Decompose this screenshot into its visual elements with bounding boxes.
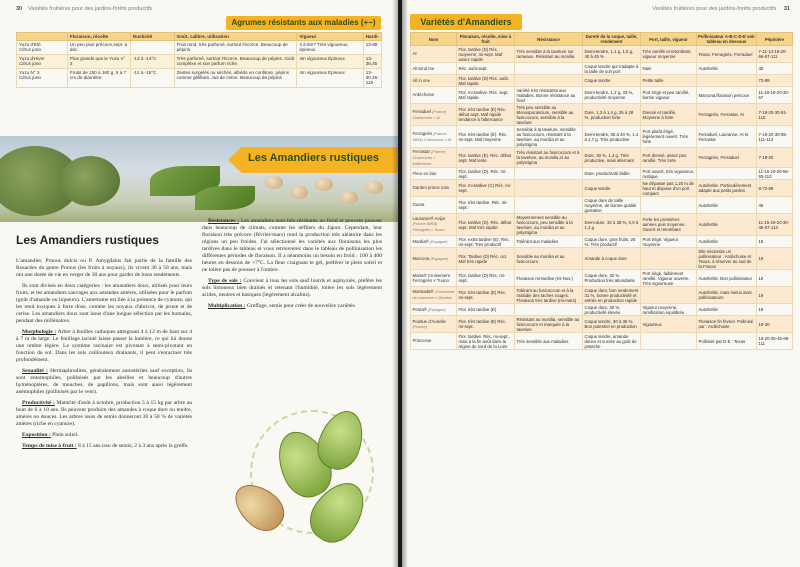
variety-row: Ferragnès (France-INRA) Cristomorto × Aï Flor. très tardive (E). Réc. mi-sept. Maf moyenne Sensible à la tavelure, sensible au fusicoccum, résistant à la tavelure, au monilia et au polystigma Demi-tendre, 35 à 40 %, 1,4 à 1,7 g. Très productive Port plutôt érigé, légèrement ouvert. Très forte Ferraduel, Lauranne, Aï et Ferrastar 7-19-20-30-95-111-113 — [411, 126, 793, 148]
citrus-row: Yuzu d'Hiver Citrus juno Plus grands que le Yuzu n° 3 -13 à -14°C Très parfumé, surtout l'écorce. Beaucoup de pépins. Goût complexe et son parfum riche. 4m vigoureux Épineux 13-38,45 — [17, 54, 382, 68]
variety-row: Marta® Croisement Ferragnès × Tuono Flor. tardive (D) Réc. mi-sept. Floraison mi-tardive (mi-Nov.) Coque dure, 32 %. Production très abondante Port érigé, faiblement ramifié. Vigueur ouverte. Très vigoureuse Autofertile. Bon pollinisateur 19 — [411, 270, 793, 287]
almond-varieties-table: Nom Floraison, récolte, mise à fruit Résistance Dureté de la coque, taille, rendement Port, taille, vigueur Pollinisateur A-B-C-D-E voir tableau en dessous Pépinière Aï Flor. tardive (D) Réc. moyenne, mi-sept. Maf assez rapide Très sensible à la tavelure sur rameaux. Résistant au monilia Demi-tendre, 1,1 g, 1,5 g, 40 à 45 % Très ramifié et retombant, vigueur moyenne Texas, Ferragnès, Ferraduel 7-11-14-19-20-66-67-111 Almond me Réc. août-sept. Coque tendre qui s'adapte à la taille de son port Nain Autofertile 45 All in one Flor. tardive (D) Réc. août. Maf rapide Coque tendre Petite taille 72-89 Ardéchoise Flor. mi-tardive. Réc. sept. Maf rapide Variété très résistante aux maladies. Bonne résistance au froid Demi-tendre, 1,2 g, 33 %, productivité moyenne Port érigé et peu ramifié, bonne vigueur Marcona,floraison précoce 11-18-19-20-30-67 Ferraduel (France) Cristomorto × Aï Flor. très tardive (E) Réc. début sept. Maf rapide tendance à l'alternance Très peu sensible au Monosporascium, sensible au fusicoccum, sensible à la tavelure Dure, 1,3 à 1,4 g, 25 à 28 %, production forte Dressé et ramifié. Moyenne à forte Ferragnès, Ferrastar, Aï 7-19-20-30-91-115 Ferragnès (France-INRA) Cristomorto × Aï Flor. très tardive (E). Réc. mi-sept. Maf moyenne Sensible à la tavelure, sensible au fusicoccum, résistant à la tavelure, au monilia et au polystigma Demi-tendre, 35 à 40 %, 1,4 à 1,7 g. Très productive Port plutôt érigé, légèrement ouvert. Très forte Ferraduel, Lauranne, Aï et Ferrastar 7-19-20-30-95-111-113 Ferrastar (France) Cristomorto × Ardéchoise Flor. tardive (E). Réc. début sept. Maf lente Très résistant au fusicoccum et à la tavelure, au monilia et au polystigma Dure, 30 %, 1,4 g. Très productive, mais alternant Port dressé, assez peu ramifié. Très forte Ferragnès, Ferraduel 7-19-20 Fleur en bas Flor. tardive (D). Réc. mi-sept. Dure, productivité faible Port ouvert, très vigoureux, rustique 11-16-19-20-66-93-113 Garden prince nain Flor. mi-tardive (C) Réc. mi-sept. Coque tendre Ne dépasse pas 1,20 m de haut et dispose d'un port compact Autofertile. Particulièrement adapté aux petits jardins 8-72-89 Guara Flor. très tardive. Réc. mi-sept. Coque dure de taille moyenne, de bonne qualité gustative Autofertile 45 Lauranne® Avijor (France-INRA) Ferragnès × Tuono Flor. tardive (D). Réc. début sept. Maf très rapide Moyennement sensible au fusicoccum, peu sensible à la tavelure, au monilia et au polystigma Demi-dure, 32 à 38 %, 0,9 à 1,2 g Forte les premières années puis moyenne. Ouvert et retombant Autofertile 11-15-19-20-30-45-67-113 Mardia® (Espagne) Flor. extra tardive (E). Réc. mi-sept. Très productif Tolérant aux maladies Coque dure, gros fruits, 25 %. Très productif Port érigé. Vigueur moyenne Autofertile 19 Marcona (Espagne) Flor. Tardive (D) Réc. oct. Maf très rapide Sensible au monilia et au fusicoccum Amande à coque dure Elle nécessite un pollinisateur : Ardéchoise et Texas, à réserver au sud de la France 19 Marta® Croisement Ferragnès × Tuono Flor. tardive (D) Réc. mi-sept. Floraison mi-tardive (mi-Nov.) Coque dure, 32 %. Production très abondante Port érigé, faiblement ramifié. Vigueur ouverte. Très vigoureuse Autofertile. Bon pollinisateur 19 Marinada® Croisement de Lauranne × Glorieta Flor. très tardive (E) Réc. mi-sept. Tolérant au fusicoccum et à la maladie des taches rouges. Floraison très tardive (mi-mars) Coque dure, bon rendement 31 %, bonne productivité et entrée en production rapide Autofertile, mais mieux avec pollinisateurs 19 Penta® (Espagne) Flor. très tardive (E) Coque dure, 30 %, productivité élevée Vigueur moyenne, ramification équilibrée Autofertile 19 Pointue d'Aurielle (France) Flor. très tardive (E) Réc. mi-sept. Résistant au monilia, sensible au fusicoccum et marquée à la tavelure Coque tendre, 30 à 35 %. Bon potentiel en production Vigoureux Floraison fin février. Pollinisé par : Ardéchoise 19-30 Princesse Flor. tardive. Réc. mi-sept., mais à la fin août dans la région du nord de la Loire Très sensible aux maladies Coque tendre, amande douce et sucrée au goût de pistache Pollinisé par D-E : Texas 19-20-35-45-88-111 — [410, 32, 793, 350]
sexuality-paragraph: Sexualité : Hermaphrodites, généralement autostériles sauf exception, ils sont entomophiles, pollinisés par les abeilles et beaucoup d'autres hyménoptères, de mouches, de papillons, mais sont aussi légèrement anémophiles (pollinisés par le vent). — [16, 368, 192, 395]
variety-row: Marinada® Croisement de Lauranne × Glorieta Flor. très tardive (E) Réc. mi-sept. Tolérant au fusicoccum et à la maladie des taches rouges. Floraison très tardive (mi-mars) Coque dure, bon rendement 31 %, bonne productivité et entrée en production rapide Autofertile, mais mieux avec pollinisateurs 19 — [411, 287, 793, 304]
citrus-title: Agrumes résistants aux maladies (+−) — [226, 16, 381, 30]
variety-row: Marcona (Espagne) Flor. Tardive (D) Réc. oct. Maf très rapide Sensible au monilia et au fusicoccum Amande à coque dure Elle nécessite un pollinisateur : Ardéchoise et Texas, à réserver au sud de la France 19 — [411, 248, 793, 270]
variety-row: Guara Flor. très tardive. Réc. mi-sept. Coque dure de taille moyenne, de bonne qualité gustative Autofertile 45 — [411, 197, 793, 214]
banner-title: Les Amandiers rustiques — [248, 152, 380, 164]
variety-row: Almond me Réc. août-sept. Coque tendre qui s'adapte à la taille de son port Nain Autofertile 45 — [411, 63, 793, 75]
variety-row: Lauranne® Avijor (France-INRA) Ferragnès × Tuono Flor. tardive (D). Réc. début sept. Maf très rapide Moyennement sensible au fusicoccum, peu sensible à la tavelure, au monilia et au polystigma Demi-dure, 32 à 38 %, 0,9 à 1,2 g Forte les premières années puis moyenne. Ouvert et retombant Autofertile 11-15-19-20-30-45-67-113 — [411, 214, 793, 236]
exposure-paragraph: Exposition : Plein soleil. — [22, 432, 79, 438]
categories-paragraph: Ils sont divisés en deux catégories : les amandiers doux, utilisés pour leurs fruits, et les amandiers sauvages aux amandes amères, utilisées pour le parfum (goût d'amande ou liqueurs). L'amertume est liée à la présence de cyanure, qui les rend toxiques à forte dose, comme les noyaux d'abricot, de prune et de cerise. Les amandiers doux sont issus d'une longue sélection par les humains, pendant des millénaires. — [16, 283, 192, 324]
variety-name: Aï — [411, 46, 457, 63]
left-page — [0, 0, 398, 567]
variety-row: Penta® (Espagne) Flor. très tardive (E) Coque dure, 30 %, productivité élevée Vigueur moyenne, ramification équilibrée Autofertile 19 — [411, 304, 793, 316]
variety-name: Marinada® Croisement de Lauranne × Glorieta — [411, 287, 457, 304]
variety-name: Ferrastar (France) Cristomorto × Ardéchoise — [411, 148, 457, 168]
variety-row: All in one Flor. tardive (D) Réc. août. Maf rapide Coque tendre Petite taille 72-89 — [411, 75, 793, 87]
variety-row: Ferrastar (France) Cristomorto × Ardéchoise Flor. tardive (E). Réc. début sept. Maf lente Très résistant au fusicoccum et à la tavelure, au monilia et au polystigma Dure, 30 %, 1,4 g. Très productive, mais alternant Port dressé, assez peu ramifié. Très forte Ferragnès, Ferraduel 7-19-20 — [411, 148, 793, 168]
almond-nut — [340, 191, 358, 204]
variety-name: Fleur en bas — [411, 168, 457, 180]
variety-row: Ferraduel (France) Cristomorto × Aï Flor. très tardive (E) Réc. début sept. Maf rapide tendance à l'alternance Très peu sensible au Monosporascium, sensible au fusicoccum, sensible à la tavelure Dure, 1,3 à 1,4 g, 25 à 28 %, production forte Dressé et ramifié. Moyenne à forte Ferragnès, Ferrastar, Aï 7-19-20-30-91-115 — [411, 104, 793, 126]
productivity-paragraph: Productivité : Maturité d'août à octobre, production 5 à 15 kg par arbre au bout de 6 à 10 ans. Ils peuvent produire des amandes à coque dure ou tendre, amères ou douces. Les arbres issus de semis donneront 30 à 50 % de variétés amères (riche en cyanure). — [16, 400, 192, 427]
multiplication-paragraph: Multiplication : Greffage, semis pour créer de nouvelles variétés. — [208, 303, 357, 309]
variety-row: Aï Flor. tardive (D) Réc. moyenne, mi-sept. Maf assez rapide Très sensible à la tavelure sur rameaux. Résistant au monilia Demi-tendre, 1,1 g, 1,5 g, 40 à 45 % Très ramifié et retombant, vigueur moyenne Texas, Ferragnès, Ferraduel 7-11-14-19-20-66-67-111 — [411, 46, 793, 63]
section-title: Les Amandiers rustiques — [16, 233, 159, 247]
variety-name: Ardéchoise — [411, 87, 457, 104]
variety-name: Marta® Croisement Ferragnès × Tuono — [411, 270, 457, 287]
variety-row: Princesse Flor. tardive. Réc. mi-sept., mais à la fin août dans la région du nord de la Loire Très sensible aux maladies Coque tendre, amande douce et sucrée au goût de pistache Pollinisé par D-E : Texas 19-20-35-45-88-111 — [411, 333, 793, 350]
variety-name: All in one — [411, 75, 457, 87]
variety-row: Garden prince nain Flor. mi-tardive (C) Réc. mi-sept. Coque tendre Ne dépasse pas 1,20 m de haut et dispose d'un port compact Autofertile. Particulièrement adapté aux petits jardins 8-72-89 — [411, 180, 793, 197]
almond-nut — [265, 176, 283, 189]
left-running-head: 30 Variétés fruitières pour des jardins-forêts productifs — [16, 6, 153, 12]
variety-name: Mardia® (Espagne) — [411, 236, 457, 248]
right-running-head: Variétés fruitières pour des jardins-forêts productifs 31 — [652, 6, 790, 12]
citrus-row: Yuzu d'Été Citrus juno Un peu plus précoce,sept. à déc. Fruit rond, très parfumé, surtout l'écorce. Beaucoup de pépins 4 à 5m? Très vigoureux, épineux 13-88 — [17, 41, 382, 55]
variety-name: Almond me — [411, 63, 457, 75]
variety-row: Mardia® (Espagne) Flor. extra tardive (E). Réc. mi-sept. Très productif Tolérant aux maladies Coque dure, gros fruits, 25 %. Très productif Port érigé. Vigueur moyenne Autofertile 19 — [411, 236, 793, 248]
text-column-1 — [16, 258, 192, 454]
almond-table-title: Variétés d'Amandiers — [410, 14, 522, 30]
fruiting-time-paragraph: Temps de mise à fruit : 8 à 15 ans issu de semis, 2 à 3 ans après la greffe. — [22, 443, 189, 449]
almond-nut — [315, 178, 333, 191]
variety-name: Ferraduel (France) Cristomorto × Aï — [411, 104, 457, 126]
book-gutter — [392, 0, 408, 567]
almond-nut — [365, 181, 383, 194]
almond-nut — [290, 186, 308, 199]
intro-paragraph: L'amandier, Prunus dulcis ou P. Amygdalus fait partie de la famille des Rosacées du genre Prunus (les fruits à noyaux), ils vivent 30 à 50 ans, mais ont une durée de vie en verger de 30 ans pour garder de bons rendements. — [16, 258, 192, 278]
variety-name: Ferragnès (France-INRA) Cristomorto × Aï — [411, 126, 457, 148]
variety-name: Garden prince nain — [411, 180, 457, 197]
almond-illustration — [210, 370, 390, 560]
text-column-2 — [202, 218, 382, 314]
tree-canopy — [60, 156, 120, 206]
citrus-row: Yuzu N° 3 Citrus juno Fruits de 150 à 160 g, 5 à 7 cm de diamètre -12 à -15°C Zestes surgelés ou séchés, albédo en confiture, pépins comme gélifiant. Jus de citron. Beaucoup de pépins 4m vigoureux Épineux 13-30,45-115 — [17, 68, 382, 87]
variety-row: Ardéchoise Flor. mi-tardive. Réc. sept. Maf rapide Variété très résistante aux maladies. Bonne résistance au froid Demi-tendre, 1,2 g, 33 %, productivité moyenne Port érigé et peu ramifié, bonne vigueur Marcona,floraison précoce 11-18-19-20-30-67 — [411, 87, 793, 104]
variety-name: Penta® (Espagne) — [411, 304, 457, 316]
right-page — [402, 0, 800, 567]
leaf — [195, 186, 255, 210]
variety-name: Pointue d'Aurielle (France) — [411, 316, 457, 333]
variety-name: Princesse — [411, 333, 457, 350]
variety-row: Pointue d'Aurielle (France) Flor. très tardive (E) Réc. mi-sept. Résistant au monilia, sensible au fusicoccum et marquée à la tavelure Coque tendre, 30 à 35 %. Bon potentiel en production Vigoureux Floraison fin février. Pollinisé par : Ardéchoise 19-30 — [411, 316, 793, 333]
variety-name: Marcona (Espagne) — [411, 248, 457, 270]
resistance-paragraph: Résistances : Les amandiers sont très résistants au froid et peuvent pousser dans beaucoup de climats, comme les néfliers du Japon. Cependant, leur floraison très précoce (février-mars) rend la production très aléatoire dans les régions un peu froides. J'ai sélectionné les variétés aux floraisons les plus tardives dans le tableau et vous retrouverez dans le tableau de pollinisation les différentes périodes de floraison. Il a néanmoins un besoin en froid : 100 à 400 heures en dessous de +7°C. La fleur craignant le gel, préférer le plein soleil et ne tolère pas de pousser à l'ombre. — [202, 218, 383, 273]
morphology-paragraph: Morphologie : Arbre à feuilles caduques atteignant 4 à 12 m de haut sur 4 à 7 m de large. Le feuillage lacinié laisse passer la lumière, ce qui lui donne une ombre légère. Le système racinaire est pivotant à semi-pivotant en fonction du sol. Dans les sols caillouteux drainants, il peut s'enraciner très profondément. — [16, 329, 192, 363]
soil-paragraph: Type de sols : Convient à tous les sols sauf lourds et asphyxiés, préfère les sols limoneux bien drainés et retenant l'humidité, tolère les sols légèrement acides, neutres et basiques (légèrement alcalins). — [202, 278, 382, 298]
variety-row: Fleur en bas Flor. tardive (D). Réc. mi-sept. Dure, productivité faible Port ouvert, très vigoureux, rustique 11-16-19-20-66-93-113 — [411, 168, 793, 180]
variety-name: Guara — [411, 197, 457, 214]
variety-name: Lauranne® Avijor (France-INRA) Ferragnès × Tuono — [411, 214, 457, 236]
citrus-table: Floraison, récolte Rusticité Goût, calibre, utilisation Vigueur Hardi- Yuzu d'Été Citrus juno Un peu plus précoce,sept. à déc. Fruit rond, très parfumé, surtout l'écorce. Beaucoup de pépins 4 à 5m? Très vigoureux, épineux 13-88 Yuzu d'Hiver Citrus juno Plus grands que le Yuzu n° 3 -13 à -14°C Très parfumé, surtout l'écorce. Beaucoup de pépins. Goût complexe et son parfum riche. 4m vigoureux Épineux 13-38,45 Yuzu N° 3 Citrus juno Fruits de 150 à 160 g, 5 à 7 cm de diamètre -12 à -15°C Zestes surgelés ou séchés, albédo en confiture, pépins comme gélifiant. Jus de citron. Beaucoup de pépins 4m vigoureux Épineux 13-30,45-115 — [16, 32, 382, 88]
